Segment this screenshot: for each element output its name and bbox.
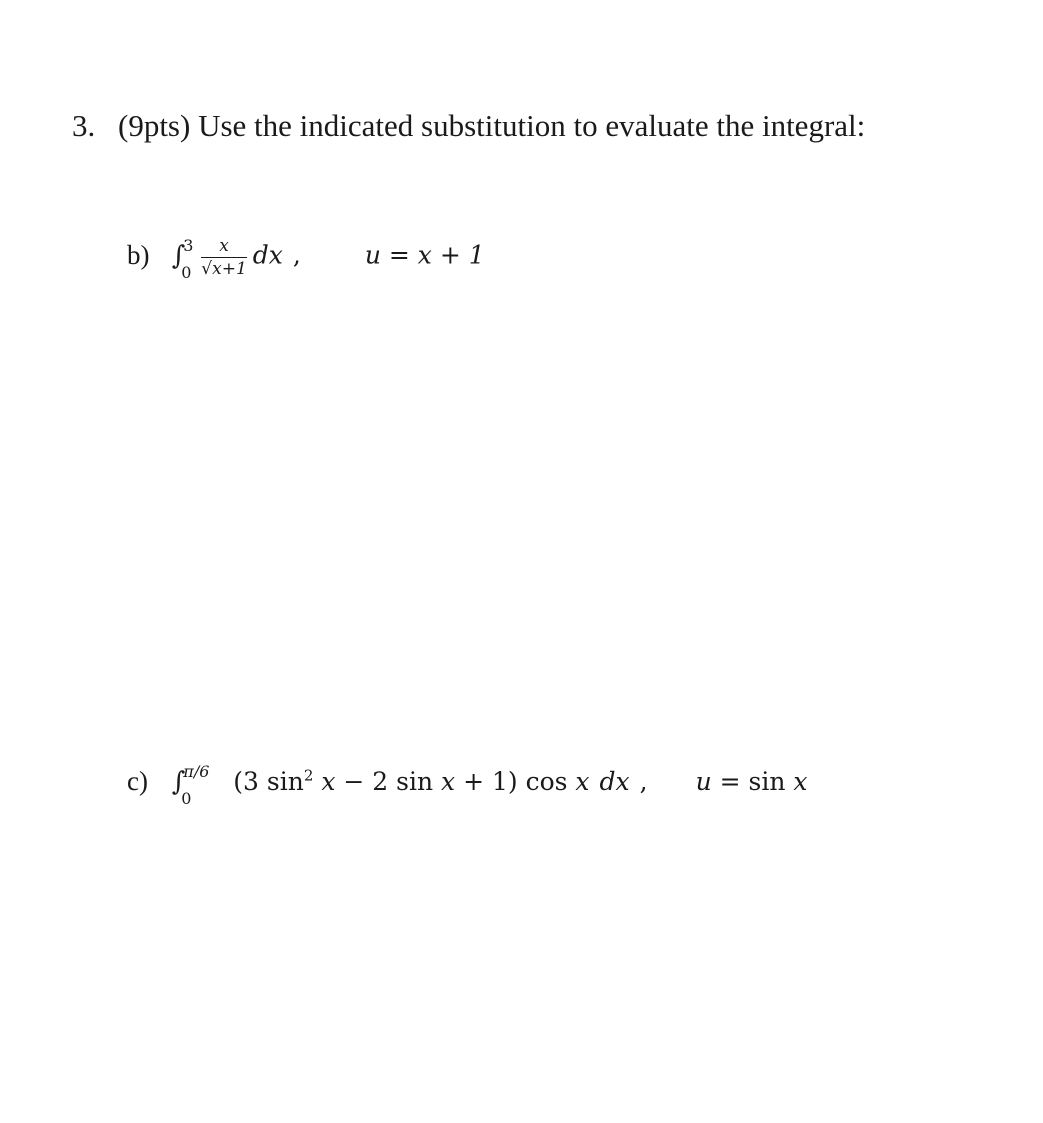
lower-limit: 0 — [181, 262, 192, 282]
integrand-open: (3 sin — [233, 767, 304, 797]
integral-symbol: ∫ — [171, 240, 186, 271]
differential: dx — [252, 240, 283, 270]
upper-limit: 3 — [183, 235, 194, 255]
integrand-var: x — [441, 767, 456, 797]
part-c — [127, 762, 808, 808]
fraction-denominator — [201, 258, 247, 279]
substitution-rhs: = sin — [711, 767, 794, 797]
upper-limit: π/6 — [183, 762, 210, 781]
fraction — [201, 236, 247, 279]
lower-limit: 0 — [181, 789, 192, 808]
integrand-exponent: 2 — [303, 766, 314, 785]
part-c-label: c) — [127, 766, 148, 797]
separator: , — [292, 240, 301, 270]
radical-sign: √ — [201, 259, 213, 279]
substitution: u = x + 1 — [364, 240, 485, 270]
substitution-var: x — [793, 767, 808, 797]
radicand: x+1 — [212, 259, 247, 279]
part-b-label: b) — [127, 239, 150, 270]
part-b — [127, 235, 485, 282]
integral-limits — [181, 762, 233, 808]
differential: dx — [599, 767, 630, 797]
integrand — [233, 767, 589, 796]
fraction-numerator: x — [201, 236, 247, 258]
question-text: (9pts) Use the indicated substitution to evaluate the integral: — [118, 108, 866, 143]
integral-limits — [181, 235, 199, 282]
substitution — [696, 767, 808, 796]
question-header — [72, 108, 865, 144]
question-number: 3. — [72, 108, 96, 143]
separator: , — [639, 767, 648, 797]
integrand-var: x — [575, 767, 590, 797]
integrand-var: x — [321, 767, 336, 797]
integral-symbol: ∫ — [171, 767, 186, 798]
integrand-close: + 1) cos — [455, 767, 576, 797]
substitution-lhs: u — [695, 767, 712, 797]
integrand-rest: − 2 sin — [335, 767, 442, 797]
